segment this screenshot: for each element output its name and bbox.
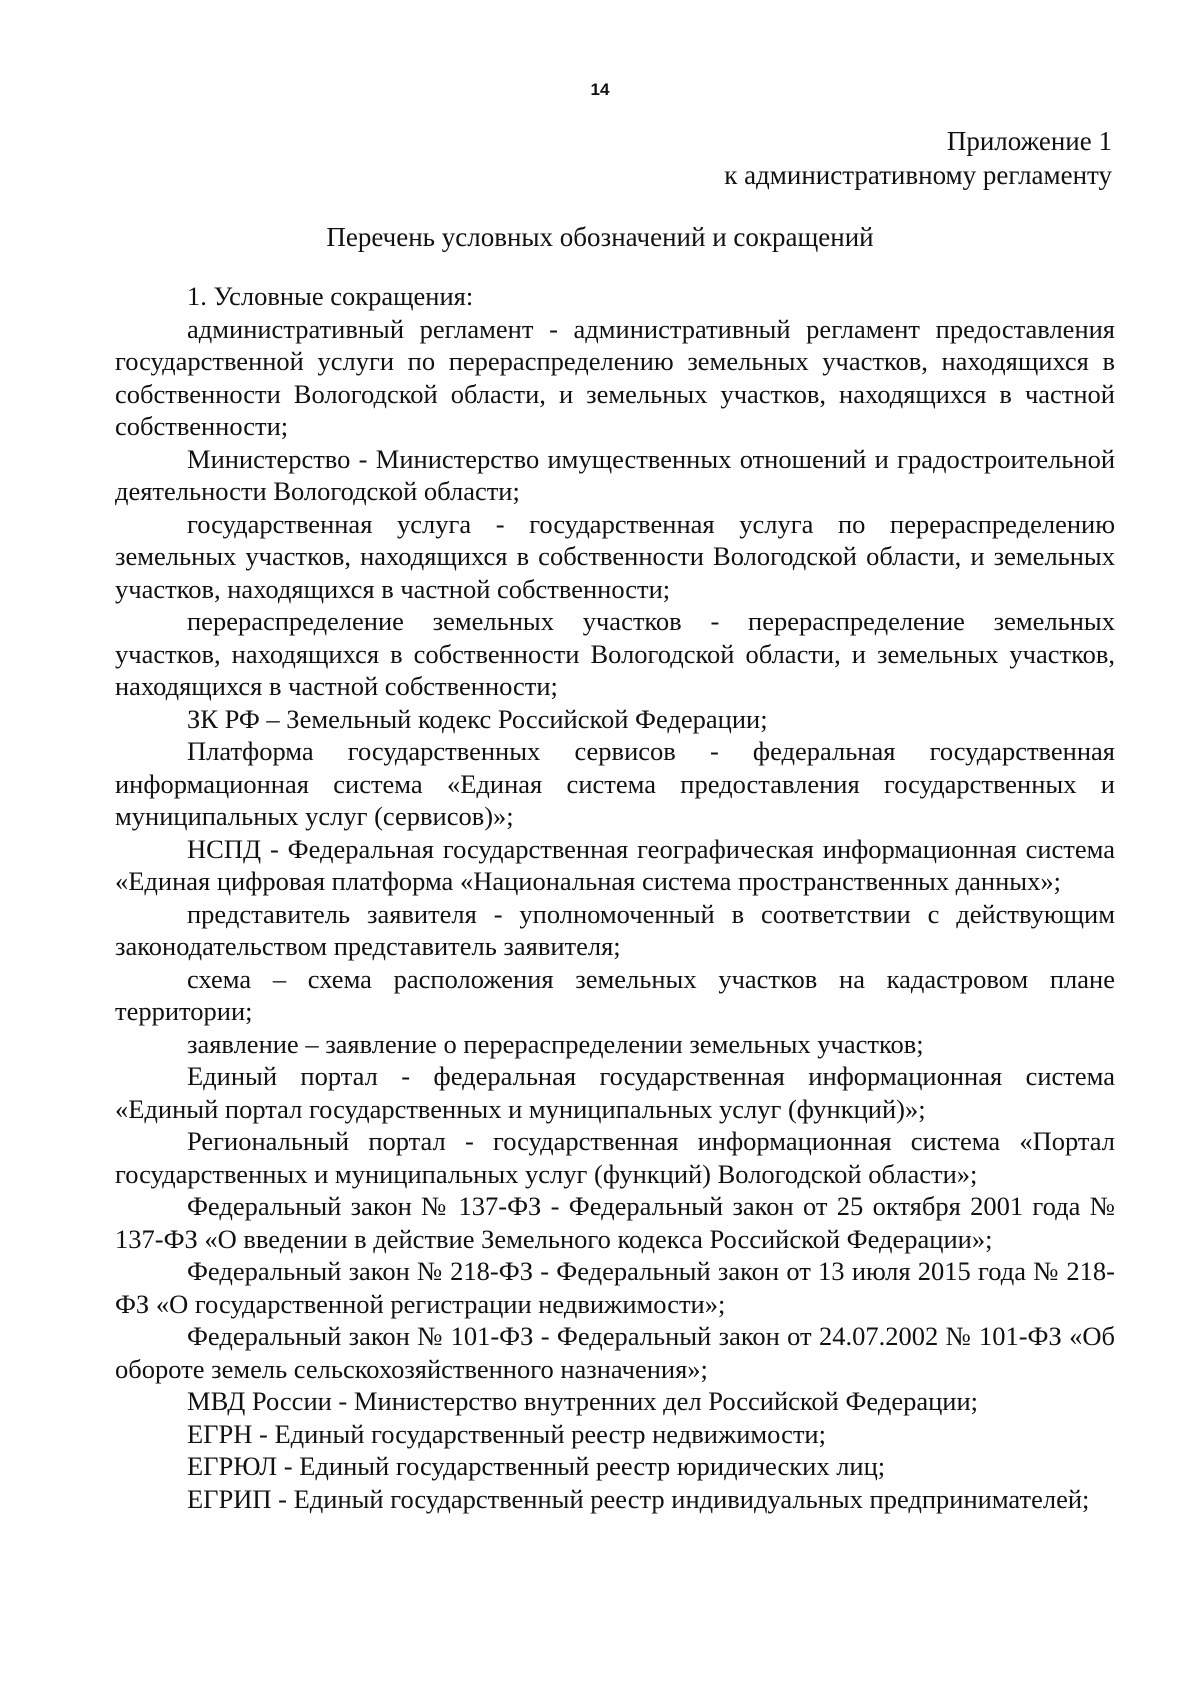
definition-egrip: ЕГРИП - Единый государственный реестр индивидуальных предпринимателей; [187, 1483, 1090, 1514]
definition-state-service: государственная услуга - государственная услуга по перераспределению земельных участков, находящихся в собственности Вологодской области, и земельных участков, находящихся в частной собственности; [115, 508, 1115, 604]
definition-administrative-regulation: административный регламент - административный регламент предоставления государственной услуги по перераспределению земельных участков, находящихся в собственности Вологодской области, и земельных участков, находящихся в частной собственности; [115, 313, 1115, 441]
definition-federal-law-101: Федеральный закон № 101-ФЗ - Федеральный закон от 24.07.2002 № 101-ФЗ «Об обороте земель сельскохозяйственного назначения»; [115, 1321, 1115, 1384]
definition-federal-law-218: Федеральный закон № 218-ФЗ - Федеральный закон от 13 июля 2015 года № 218-ФЗ «О государственной регистрации недвижимости»; [115, 1256, 1115, 1319]
annex-label: Приложение 1 [946, 126, 1112, 156]
page-number: 14 [590, 80, 610, 99]
document-body [115, 280, 1115, 1515]
definition-applicant-representative: представитель заявителя - уполномоченный в соответствии с действующим законодательством представитель заявителя; [115, 898, 1115, 961]
definition-unified-portal: Единый портал - федеральная государственная информационная система «Единый портал государственных и муниципальных услуг (функций)»; [115, 1061, 1115, 1124]
annex-reference: к административному регламенту [724, 160, 1112, 190]
definition-mvd: МВД России - Министерство внутренних дел Российской Федерации; [187, 1386, 979, 1416]
definition-scheme: схема – схема расположения земельных участков на кадастровом плане территории; [115, 963, 1115, 1026]
definition-egrn: ЕГРН - Единый государственный реестр недвижимости; [187, 1418, 826, 1449]
definition-application: заявление – заявление о перераспределении земельных участков; [187, 1028, 924, 1059]
definition-regional-portal: Региональный портал - государственная информационная система «Портал государственных и муниципальных услуг (функций) Вологодской области»; [115, 1126, 1115, 1189]
definition-services-platform: Платформа государственных сервисов - федеральная государственная информационная система «Единая система предоставления государственных и муниципальных услуг (сервисов)»; [115, 736, 1115, 831]
definition-federal-law-137: Федеральный закон № 137-ФЗ - Федеральный закон от 25 октября 2001 года № 137-ФЗ «О введении в действие Земельного кодекса Российской Федерации»; [115, 1191, 1115, 1254]
definition-land-code: ЗК РФ – Земельный кодекс Российской Федерации; [187, 703, 768, 734]
section-heading: 1. Условные сокращения: [187, 281, 474, 311]
definition-nspd: НСПД - Федеральная государственная географическая информационная система «Единая цифровая платформа «Национальная система пространственных данных»; [115, 833, 1115, 896]
document-title: Перечень условных обозначений и сокращений [326, 222, 874, 252]
definition-egrul: ЕГРЮЛ - Единый государственный реестр юридических лиц; [187, 1451, 886, 1481]
annex-heading [724, 124, 1112, 192]
definition-ministry: Министерство - Министерство имущественных отношений и градостроительной деятельности Вологодской области; [115, 443, 1115, 506]
definition-land-redistribution: перераспределение земельных участков - перераспределение земельных участков, находящихся в собственности Вологодской области, и земельных участков, находящихся в частной собственности; [115, 606, 1115, 701]
